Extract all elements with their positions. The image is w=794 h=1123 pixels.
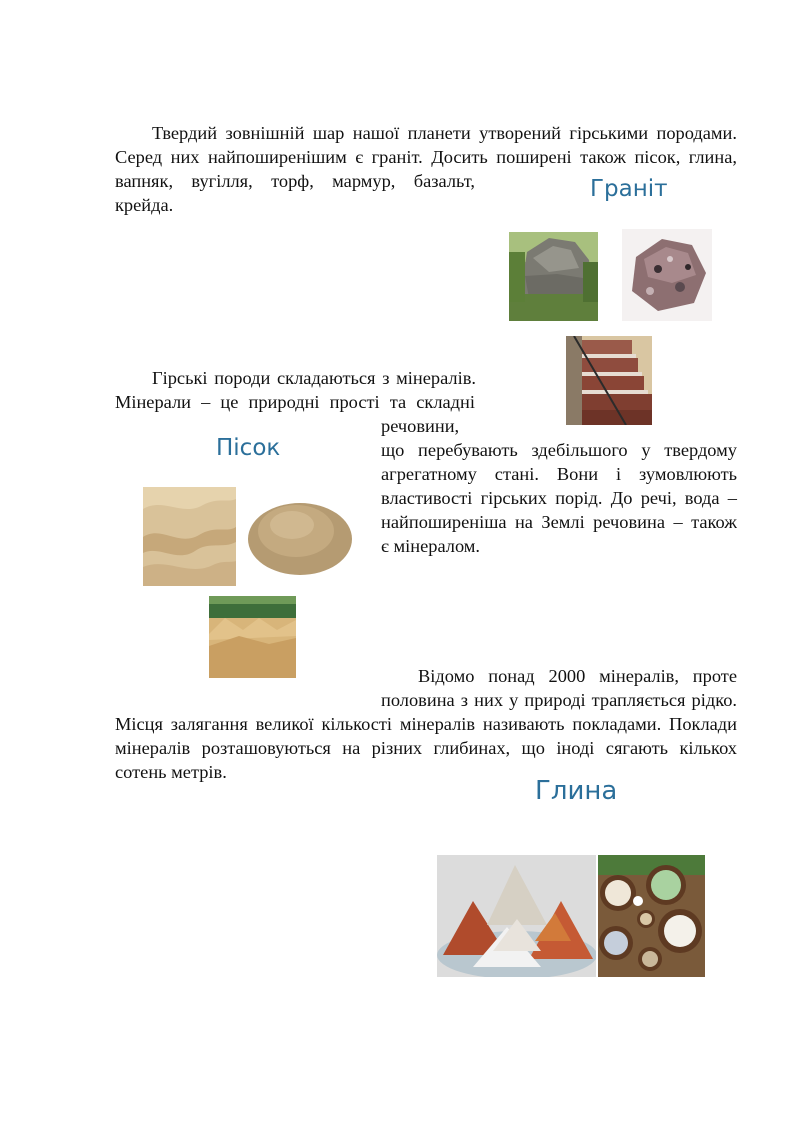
paragraph-3	[115, 664, 737, 784]
paragraph-1-line-4: крейда.	[115, 195, 174, 215]
sand-pile-image	[246, 487, 354, 578]
paragraph-2-line-2: Мінерали – це природні прості та складні	[115, 392, 475, 412]
paragraph-3-line-5: сотень метрів.	[115, 762, 227, 782]
granite-caption: Граніт	[590, 176, 668, 202]
granite-rock-outcrop-image	[509, 232, 598, 321]
paragraph-2-line-4: що перебувають здебільшого у твердому	[381, 440, 737, 460]
paragraph-3-line-3: Місця залягання великої кількості мінералів називають покладами. Поклади	[115, 714, 737, 734]
paragraph-2-line-7: найпоширеніша на Землі речовина – також	[381, 512, 737, 532]
paragraph-2-line-6: властивості гірських порід. До речі, вода –	[381, 488, 737, 508]
clay-powders-image	[437, 855, 596, 977]
paragraph-3-line-4: мінералів розташовуються на різних глибинах, що іноді сягають кількох	[115, 738, 737, 758]
paragraph-2-line-5: агрегатному стані. Вони і зумовлюють	[381, 464, 737, 484]
clay-bowls-image	[598, 855, 705, 977]
sand-caption: Пісок	[216, 435, 281, 461]
paragraph-1-line-1: Твердий зовнішній шар нашої планети утворений гірськими породами.	[152, 123, 737, 143]
paragraph-2-line-1: Гірські породи складаються з мінералів.	[152, 368, 476, 388]
paragraph-2-line-3: речовини,	[381, 416, 460, 436]
paragraph-3-line-1: Відомо понад 2000 мінералів, проте	[418, 666, 737, 686]
clay-caption: Глина	[535, 776, 618, 806]
paragraph-2-line-8: є мінералом.	[381, 536, 481, 556]
paragraph-1-line-2: Серед них найпоширенішим є граніт. Досить поширені також пісок, глина,	[115, 147, 737, 167]
granite-stone-image	[622, 229, 712, 321]
sand-dunes-image	[143, 487, 236, 586]
paragraph-3-line-2: половина з них у природі трапляється рідко.	[381, 690, 737, 710]
paragraph-1-line-3: вапняк, вугілля, торф, мармур, базальт,	[115, 171, 475, 191]
paragraph-1	[115, 121, 737, 217]
